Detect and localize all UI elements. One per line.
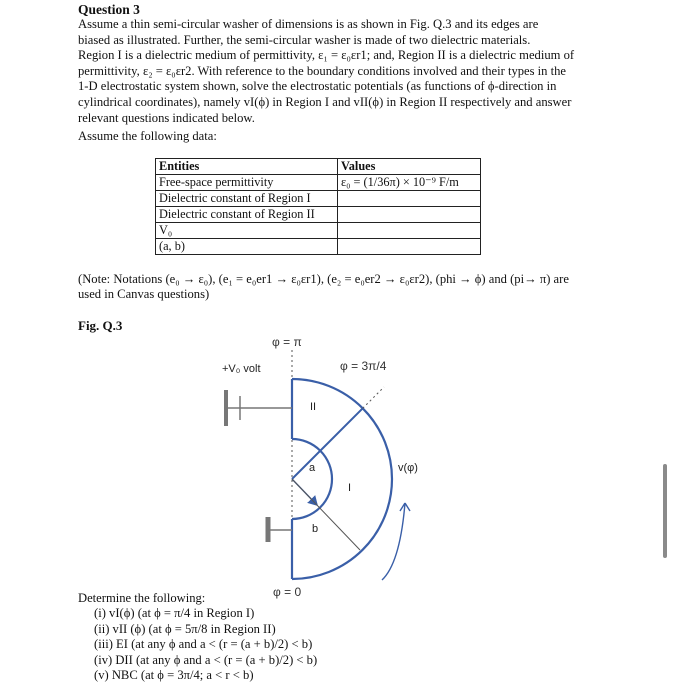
table-row — [156, 207, 481, 223]
table-cell: (a, b) — [156, 239, 338, 255]
radius-b-label: b — [312, 523, 319, 535]
paragraph-line: cylindrical coordinates), namely vI(ϕ) in Region I and vII(ϕ) in Region II respectively and answer — [78, 94, 572, 109]
note-line: used in Canvas questions) — [78, 287, 210, 301]
question-item: (v) NBC (at ϕ = 3π/4; a < r < b) — [94, 668, 254, 683]
table-header-entities: Entities — [156, 159, 338, 175]
question-item: (ii) vII (ϕ) (at ϕ = 5π/8 in Region II) — [94, 621, 276, 636]
table-header-values: Values — [338, 159, 481, 175]
question-item: (i) vI(ϕ) (at ϕ = π/4 in Region I) — [94, 606, 255, 620]
table-cell — [338, 207, 481, 223]
data-heading: Assume the following data: — [78, 129, 217, 143]
table-row — [156, 191, 481, 207]
determine-heading: Determine the following: — [78, 591, 206, 605]
note-line: (Note: Notations (e₀ → ε₀), (e₁ = e₀er1 → ε₀εr1), (e₂ = e₀er2 → ε₀εr2), (phi → ϕ) and (pi→ π) are — [78, 272, 569, 286]
question-item: (iv) DII (at any ϕ and a < (r = (a + b)/2) < b) — [94, 652, 318, 667]
phi-zero-label: φ = 0 — [273, 585, 302, 599]
v-phi-label: v(φ) — [398, 462, 418, 474]
table-header-row — [156, 159, 481, 175]
table-cell: Dielectric constant of Region I — [156, 191, 338, 207]
region-i-label: I — [348, 482, 352, 494]
table-cell — [338, 191, 481, 207]
phi-pi-label: φ = π — [272, 335, 302, 349]
region-ii-label: II — [310, 401, 317, 413]
table-cell: ε₀ = (1/36π) × 10⁻⁹ F/m — [338, 175, 481, 191]
voltage-label: +V₀ volt — [222, 363, 261, 375]
radius-a-label: a — [309, 462, 316, 474]
outer-arc — [292, 379, 392, 579]
phi-3pi4-label: φ = 3π/4 — [340, 359, 387, 373]
region-interface-line — [292, 408, 363, 479]
table-cell: Free-space permittivity — [156, 175, 338, 191]
entities-table — [155, 158, 481, 255]
vertical-scrollbar[interactable] — [663, 464, 667, 558]
question-item: (iii) EI (at any ϕ and a < (r = (a + b)/2) < b) — [94, 637, 313, 652]
paragraph-line: permittivity, ε₂ = ε₀εr2. With reference to the boundary conditions involved and their types in the — [78, 63, 567, 78]
paragraph-line: Assume a thin semi-circular washer of dimensions is as shown in Fig. Q.3 and its edges are — [78, 17, 539, 31]
question-items — [94, 606, 317, 684]
interface-dotted-extension — [363, 387, 384, 408]
table-row — [156, 239, 481, 255]
table-cell: Dielectric constant of Region II — [156, 207, 338, 223]
figure-label: Fig. Q.3 — [78, 318, 123, 333]
washer-figure — [200, 328, 450, 603]
question-title: Question 3 — [78, 2, 140, 17]
paragraph-line: 1-D electrostatic system shown, solve the electrostatic potentials (as functions of ϕ-direction in — [78, 79, 557, 94]
table-row — [156, 175, 481, 191]
table-cell — [338, 239, 481, 255]
table-row — [156, 223, 481, 239]
notation-note — [78, 272, 608, 302]
paragraph-line: biased as illustrated. Further, the semi-circular washer is made of two dielectric materials. — [78, 32, 531, 47]
paragraph-line: Region I is a dielectric medium of permittivity, ε₁ = ε₀εr1; and, Region II is a dielectric medium of — [78, 48, 575, 63]
table-cell — [338, 223, 481, 239]
question-paragraph — [78, 17, 598, 126]
table-cell: V₀ — [156, 223, 338, 239]
paragraph-line: relevant questions indicated below. — [78, 110, 255, 125]
inner-arc — [292, 439, 332, 519]
